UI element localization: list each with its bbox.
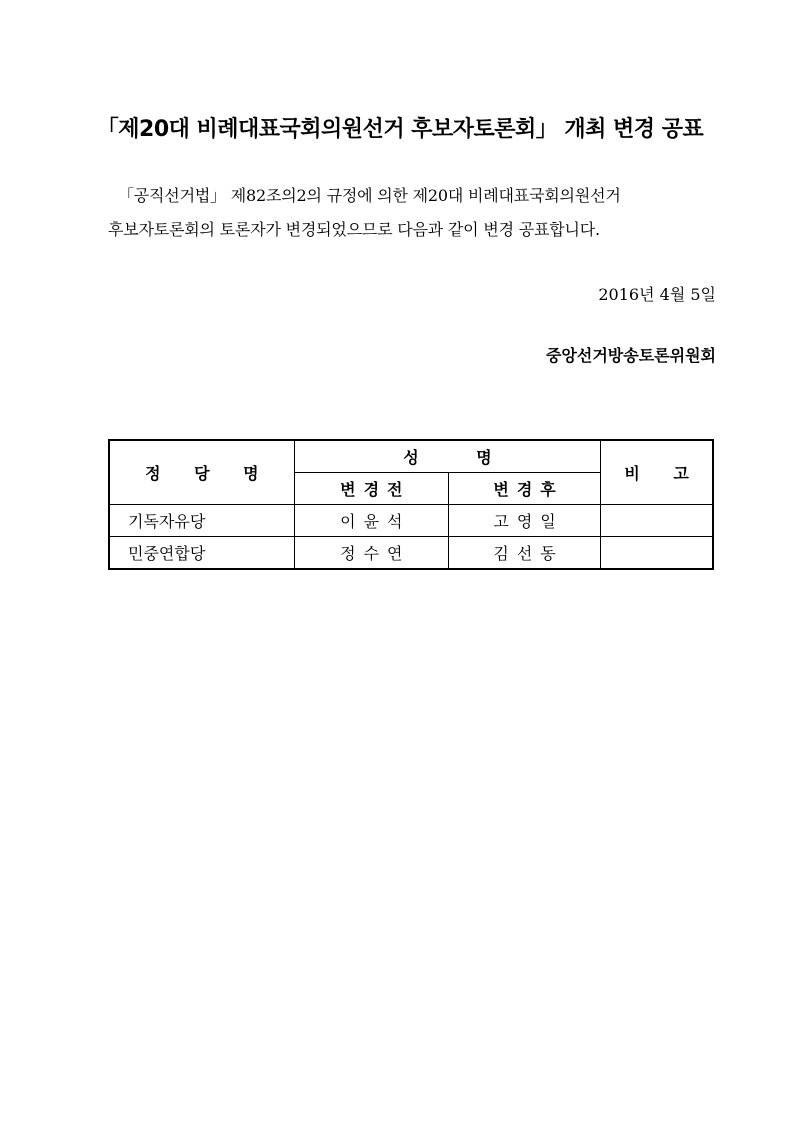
- document-title: 「제20대 비례대표국회의원선거 후보자토론회」 개최 변경 공표: [96, 117, 704, 142]
- header-before-change: 변경전: [294, 473, 448, 505]
- before-name-cell: 이윤석: [294, 505, 448, 537]
- note-cell: [601, 537, 713, 570]
- party-cell: 기독자유당: [109, 505, 294, 537]
- issuing-organization: 중앙선거방송토론위원회: [545, 346, 716, 365]
- body-text-line-1: 「공직선거법」 제82조의2의 규정에 의한 제20대 비례대표국회의원선거: [118, 186, 621, 205]
- header-after-change: 변경후: [448, 473, 600, 505]
- body-text-line-2: 후보자토론회의 토론자가 변경되었으므로 다음과 같이 변경 공표합니다.: [108, 220, 600, 239]
- header-note: 비 고: [601, 440, 713, 505]
- header-name: 성 명: [294, 440, 600, 473]
- header-party-name: 정 당 명: [109, 440, 294, 505]
- table-row: [109, 505, 713, 537]
- table-header-row: [109, 440, 713, 473]
- table-row: [109, 537, 713, 570]
- after-name-cell: 김선동: [448, 537, 600, 570]
- announcement-date: 2016년 4월 5일: [598, 285, 716, 304]
- note-cell: [601, 505, 713, 537]
- before-name-cell: 정수연: [294, 537, 448, 570]
- party-cell: 민중연합당: [109, 537, 294, 570]
- after-name-cell: 고영일: [448, 505, 600, 537]
- debater-change-table: [108, 439, 714, 570]
